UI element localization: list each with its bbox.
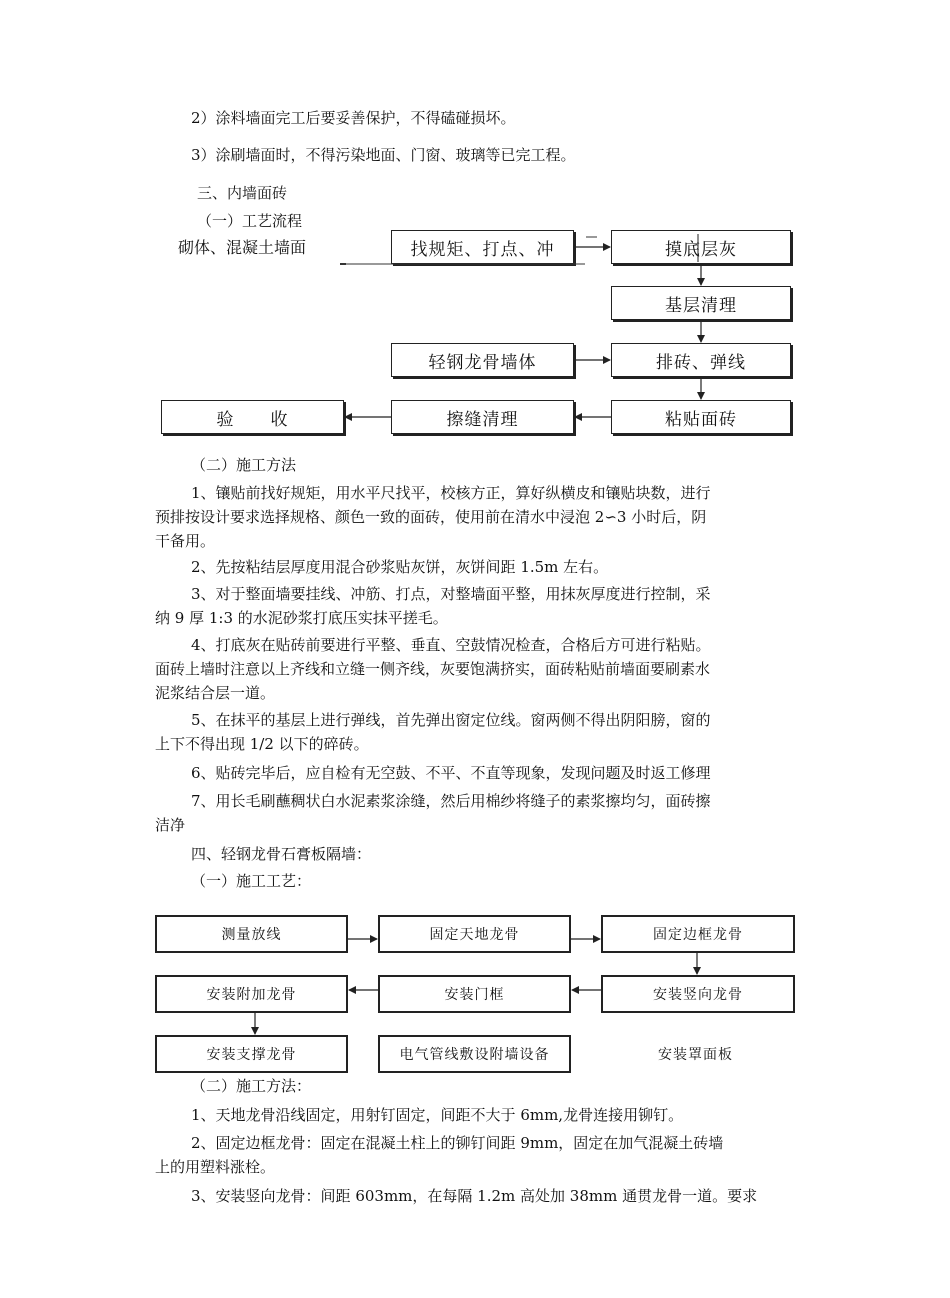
paragraph-line: 2、固定边框龙骨：固定在混凝土柱上的铆钉间距 9mm，固定在加气混凝土砖墙 — [191, 1134, 724, 1152]
paragraph-line: 上下不得出现 1/2 以下的碎砖。 — [155, 735, 369, 753]
paragraph-line: 3、对于整面墙要挂线、冲筋、打点，对整墙面平整，用抹灰厚度进行控制，采 — [191, 585, 711, 603]
flow-box-fix-floor-ceiling-keel: 固定天地龙骨 — [378, 915, 571, 953]
flow-box-fix-frame-keel: 固定边框龙骨 — [601, 915, 795, 953]
section-heading: 四、轻钢龙骨石膏板隔墙： — [191, 845, 372, 863]
section-heading: 三、内墙面砖 — [197, 184, 288, 202]
paragraph-line: 4、打底灰在贴砖前要进行平整、垂直、空鼓情况检查，合格后方可进行粘贴。 — [191, 636, 711, 654]
paragraph-line: 5、在抹平的基层上进行弹线，首先弹出窗定位线。窗两侧不得出阴阳膀，窗的 — [191, 711, 711, 729]
paragraph-line: 1、镶贴前找好规矩，用水平尺找平，校核方正，算好纵横皮和镶贴块数，进行 — [191, 484, 711, 502]
flow-box-find-rules: 找规矩、打点、冲 — [391, 230, 574, 264]
paragraph-line: 预排按设计要求选择规格、颜色一致的面砖，使用前在清水中浸泡 2∽3 小时后，阴 — [155, 508, 707, 526]
paragraph-line: 2、先按粘结层厚度用混合砂浆贴灰饼，灰饼间距 1.5m 左右。 — [191, 558, 609, 576]
flow-box-acceptance: 验 收 — [161, 400, 344, 434]
flow-box-base-plaster: 摸底层灰 — [611, 230, 791, 264]
paragraph-line: 6、贴砖完毕后，应自检有无空鼓、不平、不直等现象，发现问题及时返工修理 — [191, 764, 711, 782]
paragraph-line: 泥浆结合层一道。 — [155, 684, 276, 702]
subsection-heading: （二）施工方法 — [191, 456, 297, 474]
flow-box-base-cleaning: 基层清理 — [611, 286, 791, 320]
flow-box-survey-lines: 测量放线 — [155, 915, 348, 953]
paragraph-line: 纳 9 厚 1:3 的水泥砂浆打底压实抹平搓毛。 — [155, 609, 448, 627]
flow-box-install-support-keel: 安装支撑龙骨 — [155, 1035, 348, 1073]
subsection-heading: （一）工艺流程 — [197, 212, 303, 230]
flow-box-tile-paste: 粘贴面砖 — [611, 400, 791, 434]
flow-box-install-door-frame: 安装门框 — [378, 975, 571, 1013]
flow-box-tile-layout: 排砖、弹线 — [611, 343, 791, 377]
paragraph-line: 1、天地龙骨沿线固定，用射钉固定，间距不大于 6mm,龙骨连接用铆钉。 — [191, 1106, 684, 1124]
flow-box-install-additional-keel: 安装附加龙骨 — [155, 975, 348, 1013]
paragraph-line: 2）涂料墙面完工后要妥善保护，不得磕碰损坏。 — [191, 109, 516, 127]
subsection-heading: （一）施工工艺： — [191, 872, 312, 890]
paragraph-line: 干备用。 — [155, 532, 216, 550]
paragraph-line: 3、安装竖向龙骨：间距 603mm，在每隔 1.2m 高处加 38mm 通贯龙骨一道。要求 — [191, 1187, 758, 1205]
flow-label-install-cover-panel: 安装罩面板 — [658, 1047, 733, 1063]
paragraph-line: 上的用塑料涨栓。 — [155, 1158, 276, 1176]
paragraph-line: 7、用长毛刷蘸稠状白水泥素浆涂缝，然后用棉纱将缝子的素浆擦均匀，面砖擦 — [191, 792, 711, 810]
paragraph-line: 3）涂刷墙面时，不得污染地面、门窗、玻璃等已完工程。 — [191, 146, 576, 164]
flow-box-electrical-conduit: 电气管线敷设附墙设备 — [378, 1035, 571, 1073]
flow-side-label: 砌体、混凝土墙面 — [178, 238, 307, 257]
flow-box-install-vertical-keel: 安装竖向龙骨 — [601, 975, 795, 1013]
flow-box-light-steel-wall: 轻钢龙骨墙体 — [391, 343, 574, 377]
paragraph-line: 洁净 — [155, 816, 186, 834]
flow-box-joint-cleaning: 擦缝清理 — [391, 400, 574, 434]
paragraph-line: 面砖上墙时注意以上齐线和立缝一侧齐线，灰要饱满挤实，面砖粘贴前墙面要刷素水 — [155, 660, 711, 678]
subsection-heading: （二）施工方法： — [191, 1077, 312, 1095]
